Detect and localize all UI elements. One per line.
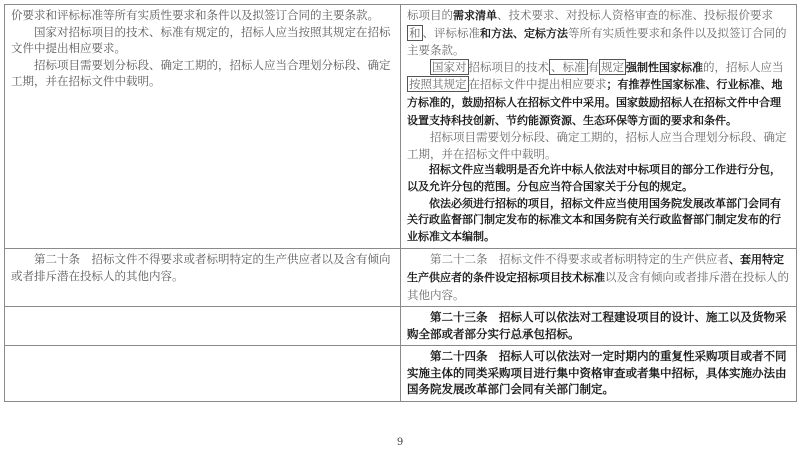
new-paragraph: 招标项目需要划分标段、确定工期的，招标人应当合理划分标段、确定工期，并在招标文件中载明。	[407, 130, 787, 161]
old-text-cell	[5, 5, 401, 249]
deleted-text-box: 规定	[601, 59, 624, 74]
old-paragraph: 招标项目需要划分标段、确定工期的，招标人应当合理划分标段、确定工期，并在招标文件中载明。	[11, 57, 391, 89]
text-span: 、评标标准	[422, 25, 480, 40]
text-span: 招标项目的技术	[468, 59, 549, 74]
deleted-text-box: 、标准	[551, 59, 586, 74]
table-row	[5, 307, 797, 346]
new-text-cell: 第二十三条 招标人可以依法对工程建设项目的设计、施工以及货物采购全部或者部分实行总承包招标。	[401, 307, 797, 346]
table-row	[5, 346, 797, 402]
old-paragraph: 国家对招标项目的技术、标准有规定的，招标人应当按照其规定在招标文件中提出相应要求。	[11, 24, 391, 56]
text-span: 标项目的	[407, 8, 453, 22]
new-text-cell	[401, 5, 797, 249]
text-span: 在招标文件中提出相应要求	[468, 77, 607, 92]
old-text-cell	[5, 346, 401, 402]
table-row	[5, 5, 797, 249]
table-row	[5, 249, 797, 307]
new-paragraph	[407, 7, 790, 59]
new-paragraph: 招标文件应当载明是否允许中标人依法对中标项目的部分工作进行分包，以及允许分包的范围。分包应当符合国家关于分包的规定。	[407, 163, 781, 193]
page-number: 9	[396, 437, 404, 448]
comparison-table	[4, 4, 797, 402]
text-span: 以及含有倾向或者排斥潜在投标人的其他内容。	[407, 269, 789, 302]
deleted-text-box: 国家对	[432, 59, 467, 74]
added-text: 、套用特定生产供应者的条件设定招标项目技术标准	[407, 253, 784, 284]
text-span: 第二十二条 招标文件不得要求或者标明特定的生产供应者	[430, 252, 729, 267]
new-paragraph: 依法必须进行招标的项目，招标文件应当使用国务院发展改革部门会同有关行政监督部门制定发布的标准文本和国务院有关行政监督部门制定发布的行业标准文本编制。	[407, 196, 781, 243]
text-span: 有	[587, 59, 599, 74]
new-paragraph	[407, 59, 790, 129]
text-span: 的，招标人应当	[703, 59, 784, 74]
old-text-cell	[5, 307, 401, 346]
text-span: 、技术要求、对投标人资格审查的标准、投标报价要求	[497, 8, 773, 22]
deleted-text-box: 和	[409, 25, 421, 40]
new-text-cell: 第二十四条 招标人可以依法对一定时期内的重复性采购项目或者不同实施主体的同类采购项目进行集中资格审查或者集中招标，具体实施办法由国务院发展改革部门会同有关部门制定。	[401, 346, 797, 402]
text-span: 等所有实质性要求和条件以及拟签订合同的主要条款。	[407, 25, 787, 58]
added-text: 需求清单	[453, 9, 497, 22]
added-text: 强制性国家标准	[626, 60, 703, 74]
old-text-cell: 第二十条 招标文件不得要求或者标明特定的生产供应者以及含有倾向或者排斥潜在投标人的其他内容。	[5, 249, 401, 307]
added-text: ；有推荐性国家标准、行业标准、地方标准的，鼓励招标人在招标文件中采用。国家鼓励招标人在招标文件中合理设置支持科技创新、节约能源资源、生态环保等方面的要求和条件。	[407, 78, 783, 127]
added-text: 和方法、定标方法	[480, 26, 568, 40]
deleted-text-box: 按照其规定	[409, 77, 467, 92]
old-paragraph: 价要求和评标标准等所有实质性要求和条件以及拟签订合同的主要条款。	[11, 8, 379, 22]
new-text-cell	[401, 249, 797, 307]
